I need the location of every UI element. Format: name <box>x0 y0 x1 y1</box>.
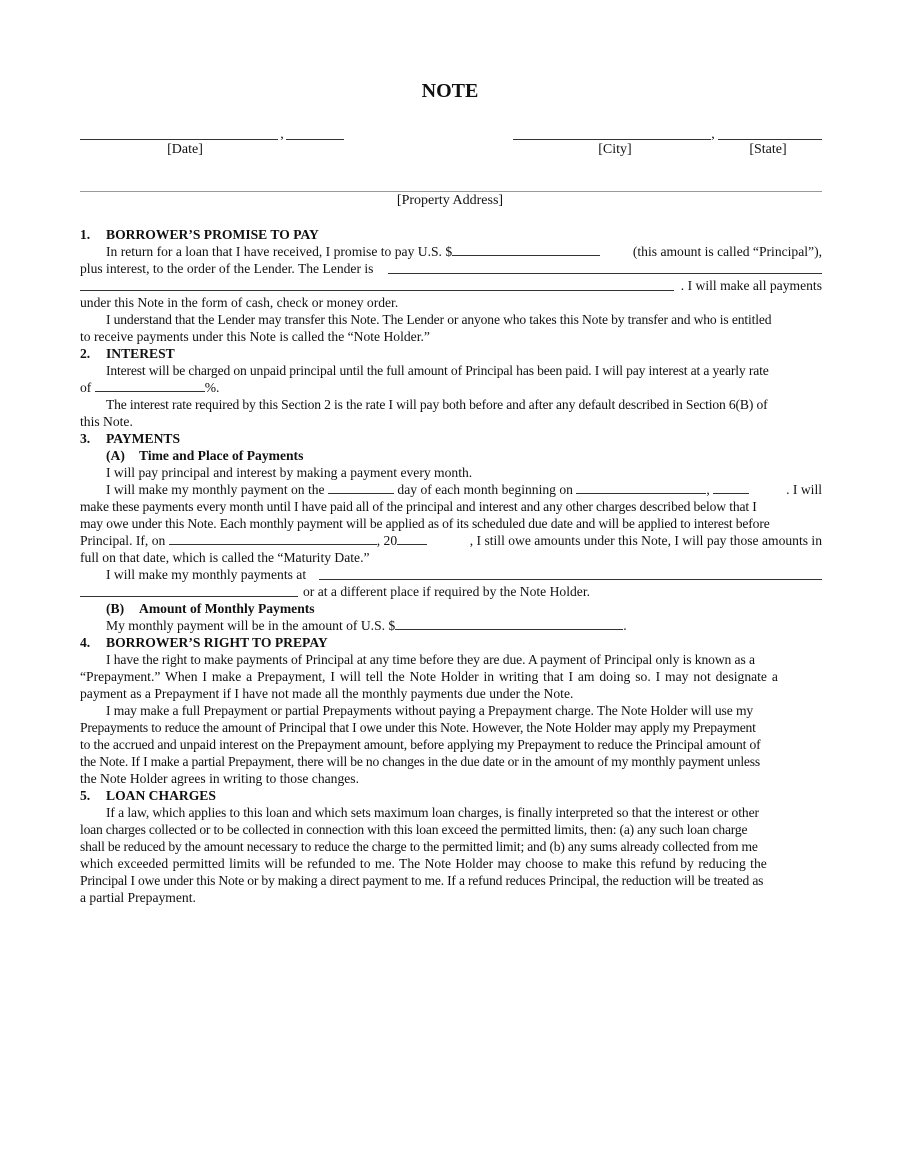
text-line: I understand that the Lender may transfer this Note. The Lender or anyone who takes this Note by transfer and who is entitled <box>106 312 772 327</box>
section-heading: BORROWER’S RIGHT TO PREPAY <box>106 635 328 650</box>
payment-start-year-field[interactable] <box>713 481 749 494</box>
lender-name-field-2[interactable] <box>80 290 674 291</box>
section-3-heading <box>80 430 822 447</box>
text-line: Principal I owe under this Note or by making a direct payment to me. If a refund reduces Principal, the reduction will be treated as <box>80 873 764 888</box>
text-segment: . I will make all payments <box>680 278 822 293</box>
subsection-heading: Amount of Monthly Payments <box>139 601 315 616</box>
text-line <box>80 379 822 396</box>
text-line: payment as a Prepayment if I have not made all the monthly payments due under the Note. <box>80 686 574 701</box>
date-line[interactable] <box>80 139 278 140</box>
property-address-label: [Property Address] <box>396 193 504 208</box>
text-line: the Note. If I make a partial Prepayment, there will be no changes in the due date or in the amount of my monthly payment unless <box>80 754 760 769</box>
city-line[interactable] <box>513 139 711 140</box>
text-segment: I will make my monthly payment on the <box>106 482 325 497</box>
text-line <box>80 260 822 277</box>
text-line: this Note. <box>80 414 133 429</box>
text-line: I will pay principal and interest by making a payment every month. <box>106 465 473 480</box>
property-address-line[interactable] <box>80 191 822 192</box>
subsection-b-heading <box>80 600 822 617</box>
text-segment: In return for a loan that I have received, I promise to pay U.S. $ <box>106 244 453 259</box>
text-line <box>80 243 822 260</box>
section-4-heading <box>80 634 822 651</box>
text-segment: %. <box>204 380 220 395</box>
state-label: [State] <box>749 142 787 157</box>
section-number: 4. <box>80 635 91 650</box>
date-year-line[interactable] <box>286 139 344 140</box>
section-5-heading <box>80 787 822 804</box>
text-segment: , I still owe amounts under this Note, I will pay those amounts in <box>469 533 822 548</box>
text-line: to the accrued and unpaid interest on the Prepayment amount, before applying my Prepayment to reduce the Principal amount of <box>80 737 761 752</box>
document-title: NOTE <box>421 80 479 102</box>
text-segment: plus interest, to the order of the Lender. The Lender is <box>80 261 374 276</box>
text-segment: (this amount is called “Principal”), <box>632 244 822 259</box>
text-line <box>80 583 822 600</box>
text-line: a partial Prepayment. <box>80 890 196 905</box>
text-line: the Note Holder agrees in writing to those changes. <box>80 771 359 786</box>
text-segment: . <box>623 618 627 633</box>
section-number: 5. <box>80 788 91 803</box>
payment-place-field-2[interactable] <box>80 596 298 597</box>
principal-amount-field[interactable] <box>452 243 600 256</box>
section-number: 3. <box>80 431 91 446</box>
section-heading: PAYMENTS <box>106 431 181 446</box>
text-line: make these payments every month until I have paid all of the principal and interest and any other charges described below that I <box>80 499 757 514</box>
text-segment: of <box>80 380 92 395</box>
text-line: Interest will be charged on unpaid principal until the full amount of Principal has been paid. I will pay interest at a yearly rate <box>106 363 769 378</box>
payment-start-date-field[interactable] <box>576 481 706 494</box>
text-line: I have the right to make payments of Principal at any time before they are due. A payment of Principal only is known as a <box>106 652 755 667</box>
text-line <box>80 617 822 634</box>
text-line: to receive payments under this Note is called the “Note Holder.” <box>80 329 430 344</box>
subsection-heading: Time and Place of Payments <box>139 448 304 463</box>
text-line: I may make a full Prepayment or partial Prepayments without paying a Prepayment charge. The Note Holder will use my <box>106 703 754 718</box>
text-line <box>80 481 822 498</box>
text-line: which exceeded permitted limits will be refunded to me. The Note Holder may choose to make this refund by reducing the <box>80 856 767 871</box>
section-number: 1. <box>80 227 91 242</box>
text-segment: or at a different place if required by the Note Holder. <box>303 584 590 599</box>
section-2-heading <box>80 345 822 362</box>
section-number: 2. <box>80 346 91 361</box>
text-segment: I will make my monthly payments at <box>106 567 307 582</box>
text-line: “Prepayment.” When I make a Prepayment, I will tell the Note Holder in writing that I am doing so. I may not designate a <box>80 669 778 684</box>
text-line <box>80 532 822 549</box>
maturity-year-field[interactable] <box>397 532 427 545</box>
text-line: Prepayments to reduce the amount of Principal that I owe under this Note. However, the Note Holder may apply my Prepayment <box>80 720 756 735</box>
subsection-a-heading <box>80 447 822 464</box>
text-line <box>80 277 822 294</box>
text-line <box>80 566 822 583</box>
text-line: full on that date, which is called the “Maturity Date.” <box>80 550 370 565</box>
text-segment: My monthly payment will be in the amount of U.S. $ <box>106 618 396 633</box>
text-line: shall be reduced by the amount necessary to reduce the charge to the permitted limit; and (b) any sums already collected from me <box>80 839 758 854</box>
section-1-heading <box>80 226 822 243</box>
maturity-date-field[interactable] <box>169 532 377 545</box>
text-segment: , <box>706 482 710 497</box>
city-comma: , <box>711 127 715 142</box>
text-segment: , 20 <box>376 533 398 548</box>
monthly-payment-amount-field[interactable] <box>395 617 623 630</box>
text-segment: . I will <box>786 482 822 497</box>
state-line[interactable] <box>718 139 822 140</box>
section-heading: LOAN CHARGES <box>106 788 216 803</box>
subsection-label: (B) <box>106 601 125 616</box>
text-line: loan charges collected or to be collected in connection with this loan exceed the permitted limits, then: (a) any such loan charge <box>80 822 748 837</box>
subsection-label: (A) <box>106 448 125 463</box>
interest-rate-field[interactable] <box>95 379 205 392</box>
payment-day-field[interactable] <box>328 481 394 494</box>
city-label: [City] <box>598 142 632 157</box>
date-comma: , <box>280 127 284 142</box>
lender-name-field[interactable] <box>388 273 822 274</box>
section-heading: INTEREST <box>106 346 175 361</box>
payment-place-field[interactable] <box>319 579 822 580</box>
text-segment: Principal. If, on <box>80 533 166 548</box>
section-heading: BORROWER’S PROMISE TO PAY <box>106 227 319 242</box>
text-segment: day of each month beginning on <box>397 482 573 497</box>
text-line: The interest rate required by this Section 2 is the rate I will pay both before and after any default described in Section 6(B) of <box>106 397 768 412</box>
text-line: may owe under this Note. Each monthly payment will be applied as of its scheduled due date and will be applied to interest before <box>80 516 770 531</box>
date-label: [Date] <box>167 142 203 157</box>
note-body <box>80 226 822 906</box>
text-line: under this Note in the form of cash, check or money order. <box>80 295 399 310</box>
text-line: If a law, which applies to this loan and which sets maximum loan charges, is finally interpreted so that the interest or other <box>106 805 759 820</box>
